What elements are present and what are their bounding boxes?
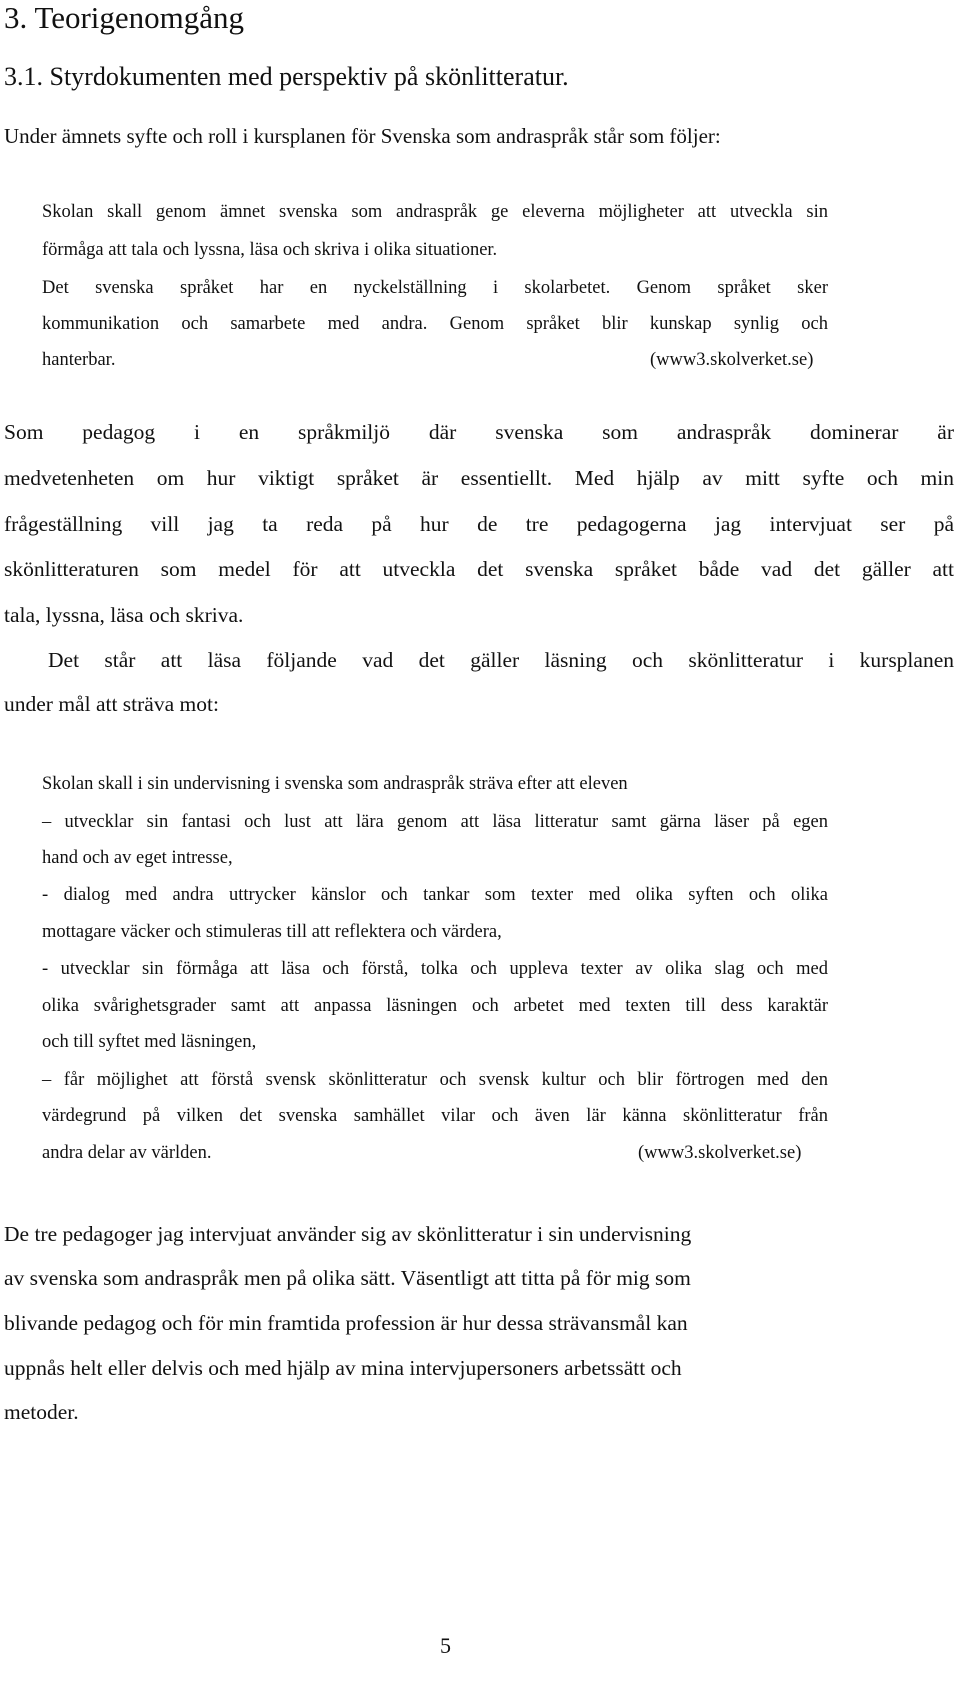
paragraph-line: De tre pedagoger jag intervjuat använder sig av skönlitteratur i sin undervisning [4, 1222, 692, 1246]
quote-line: kommunikation och samarbete med andra. Genom språket blir kunskap synlig och [42, 314, 828, 334]
quote-line: - utvecklar sin förmåga att läsa och förstå, tolka och uppleva texter av olika slag och med [42, 959, 828, 979]
quote-line: och till syftet med läsningen, [42, 1032, 257, 1052]
quote-line: - dialog med andra uttrycker känslor och tankar som texter med olika syften och olika [42, 885, 828, 905]
quote-line: hanterbar. [42, 350, 116, 370]
quote-line: Det svenska språket har en nyckelställning i skolarbetet. Genom språket sker [42, 278, 828, 298]
section-heading: 3. Teorigenomgång [4, 0, 245, 35]
paragraph-line: frågeställning vill jag ta reda på hur de tre pedagogerna jag intervjuat ser på [4, 512, 954, 536]
paragraph-line: Det står att läsa följande vad det gäller läsning och skönlitteratur i kursplanen [48, 648, 954, 672]
paragraph-line: under mål att sträva mot: [4, 692, 219, 716]
quote-line: – får möjlighet att förstå svensk skönlitteratur och svensk kultur och blir förtrogen med den [42, 1070, 828, 1090]
intro-text: Under ämnets syfte och roll i kursplanen för Svenska som andraspråk står som följer: [4, 124, 721, 148]
quote-line: andra delar av världen. [42, 1143, 212, 1163]
quote-line: förmåga att tala och lyssna, läsa och skriva i olika situationer. [42, 240, 498, 260]
page-number: 5 [440, 1633, 451, 1658]
quote-source: (www3.skolverket.se) [638, 1143, 802, 1163]
quote-line: mottagare väcker och stimuleras till att reflektera och värdera, [42, 922, 502, 942]
quote-line: hand och av eget intresse, [42, 848, 233, 868]
paragraph-line: blivande pedagog och för min framtida profession är hur dessa strävansmål kan [4, 1311, 688, 1335]
paragraph-line: av svenska som andraspråk men på olika sätt. Väsentligt att titta på för mig som [4, 1266, 691, 1290]
paragraph-line: medvetenheten om hur viktigt språket är essentiellt. Med hjälp av mitt syfte och min [4, 466, 954, 490]
quote-line: olika svårighetsgrader samt att anpassa läsningen och arbetet med texten till dess karaktär [42, 996, 828, 1016]
paragraph-line: uppnås helt eller delvis och med hjälp av mina intervjupersoners arbetssätt och [4, 1356, 682, 1380]
paragraph-line: Som pedagog i en språkmiljö där svenska som andraspråk dominerar är [4, 420, 954, 444]
paragraph-line: skönlitteraturen som medel för att utveckla det svenska språket både vad det gäller att [4, 557, 954, 581]
quote-line: Skolan skall genom ämnet svenska som andraspråk ge eleverna möjligheter att utveckla sin [42, 202, 828, 222]
quote-line: värdegrund på vilken det svenska samhället vilar och även lär känna skönlitteratur från [42, 1106, 828, 1126]
quote-line: Skolan skall i sin undervisning i svenska som andraspråk sträva efter att eleven [42, 774, 628, 794]
paragraph-line: metoder. [4, 1400, 79, 1424]
quote-source: (www3.skolverket.se) [650, 350, 814, 370]
subsection-heading: 3.1. Styrdokumenten med perspektiv på skönlitteratur. [4, 62, 569, 91]
quote-line: – utvecklar sin fantasi och lust att lära genom att läsa litteratur samt gärna läser på egen [42, 812, 828, 832]
paragraph-line: tala, lyssna, läsa och skriva. [4, 603, 244, 627]
